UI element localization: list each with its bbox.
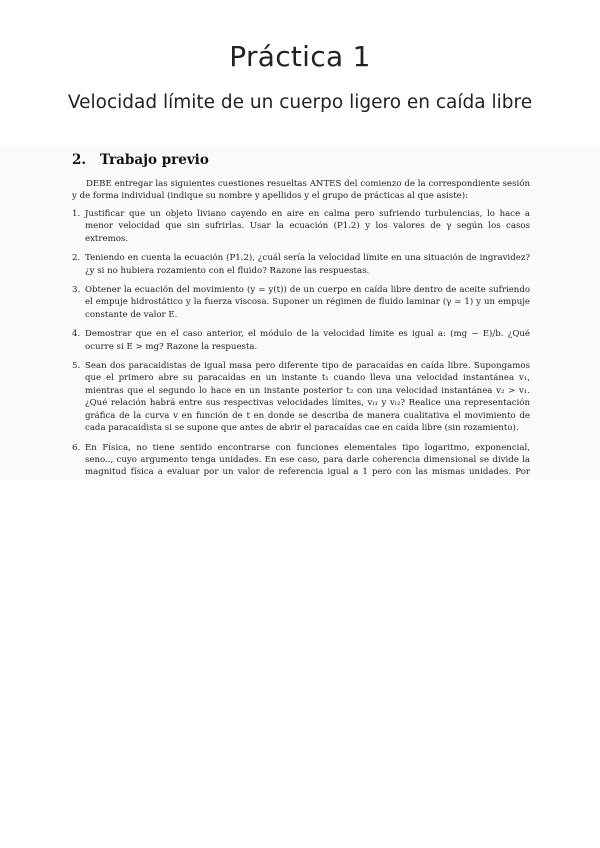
chapter-subtitle: Velocidad límite de un cuerpo ligero en caída libre xyxy=(67,92,533,113)
task-list xyxy=(72,208,530,511)
list-item xyxy=(72,284,530,321)
blank-page-area xyxy=(0,480,600,848)
item-number: 1. xyxy=(72,209,81,219)
chapter-title: Práctica 1 xyxy=(229,40,371,73)
item-number: 3. xyxy=(72,285,81,296)
item-text: Teniendo en cuenta la ecuación (P1.2), ¿cuál sería la velocidad límite en una situación de ingravidez? ¿y si no hubiera rozamiento con el fluido? Razone las respuestas. xyxy=(85,253,530,276)
item-text: Demostrar que en el caso anterior, el módulo de la velocidad límite es igual a: (mg − E)/b. ¿Qué ocurre si E > mg? Razone la respuesta. xyxy=(85,329,530,352)
list-item xyxy=(72,252,530,277)
item-number: 5. xyxy=(72,361,81,372)
list-item xyxy=(72,208,530,245)
list-item xyxy=(72,360,530,434)
chapter-header xyxy=(0,0,600,146)
intro-paragraph: DEBE entregar las siguientes cuestiones resueltas ANTES del comienzo de la correspondiente sesión y de forma individual (indique su nombre y apellidos y el grupo de prácticas al que asiste): xyxy=(72,179,530,201)
item-number: 2. xyxy=(72,253,81,264)
item-text: Sean dos paracaidistas de igual masa pero diferente tipo de paracaídas en caída libre. Supongamos que el primero abre su paracaídas en un instante t₁ cuando lleva una velocidad instantánea v₁, mientras que el segundo lo hace en un instante posterior t₂ con una velocidad instantánea v₂ > v₁. ¿Qué relación habrá entre sus respectivas velocidades límites, vₗ₁ y vₗ₂? Realice una representación gráfica de la curva v en función de t en donde se describa de manera cualitativa el movimiento de cada paracaidista si se supone que antes de abrir el paracaídas cae en caída libre (sin rozamiento). xyxy=(85,361,530,434)
item-text: Obtener la ecuación del movimiento (y = y(t)) de un cuerpo en caída libre dentro de aceite sufriendo el empuje hidrostático y la fuerza viscosa. Suponer un régimen de fluido laminar (γ = 1) y un empuje constante de valor E. xyxy=(85,285,530,320)
item-text: En Física, no tiene sentido encontrarse con funciones elementales tipo logaritmo, exponencial, seno.., cuyo argumento tenga unidades. En ese caso, para darle coherencia dimensional se divide la magnitud física a evaluar por un valor de referencia igual a 1 pero con las mismas unidades. Por xyxy=(85,442,530,478)
item-number: 6. xyxy=(72,442,81,453)
item-text: Justificar que un objeto liviano cayendo en aire en calma pero sufriendo turbulencias, lo hace a menor velocidad que sin sufrirlas. Usar la ecuación (P1.2) y los valores de γ según los casos extremos. xyxy=(85,209,530,244)
section-number: 2. xyxy=(72,152,87,168)
item-number: 4. xyxy=(72,329,81,340)
list-item xyxy=(72,328,530,353)
section-title: Trabajo previo xyxy=(100,152,209,168)
section-heading xyxy=(72,152,209,168)
